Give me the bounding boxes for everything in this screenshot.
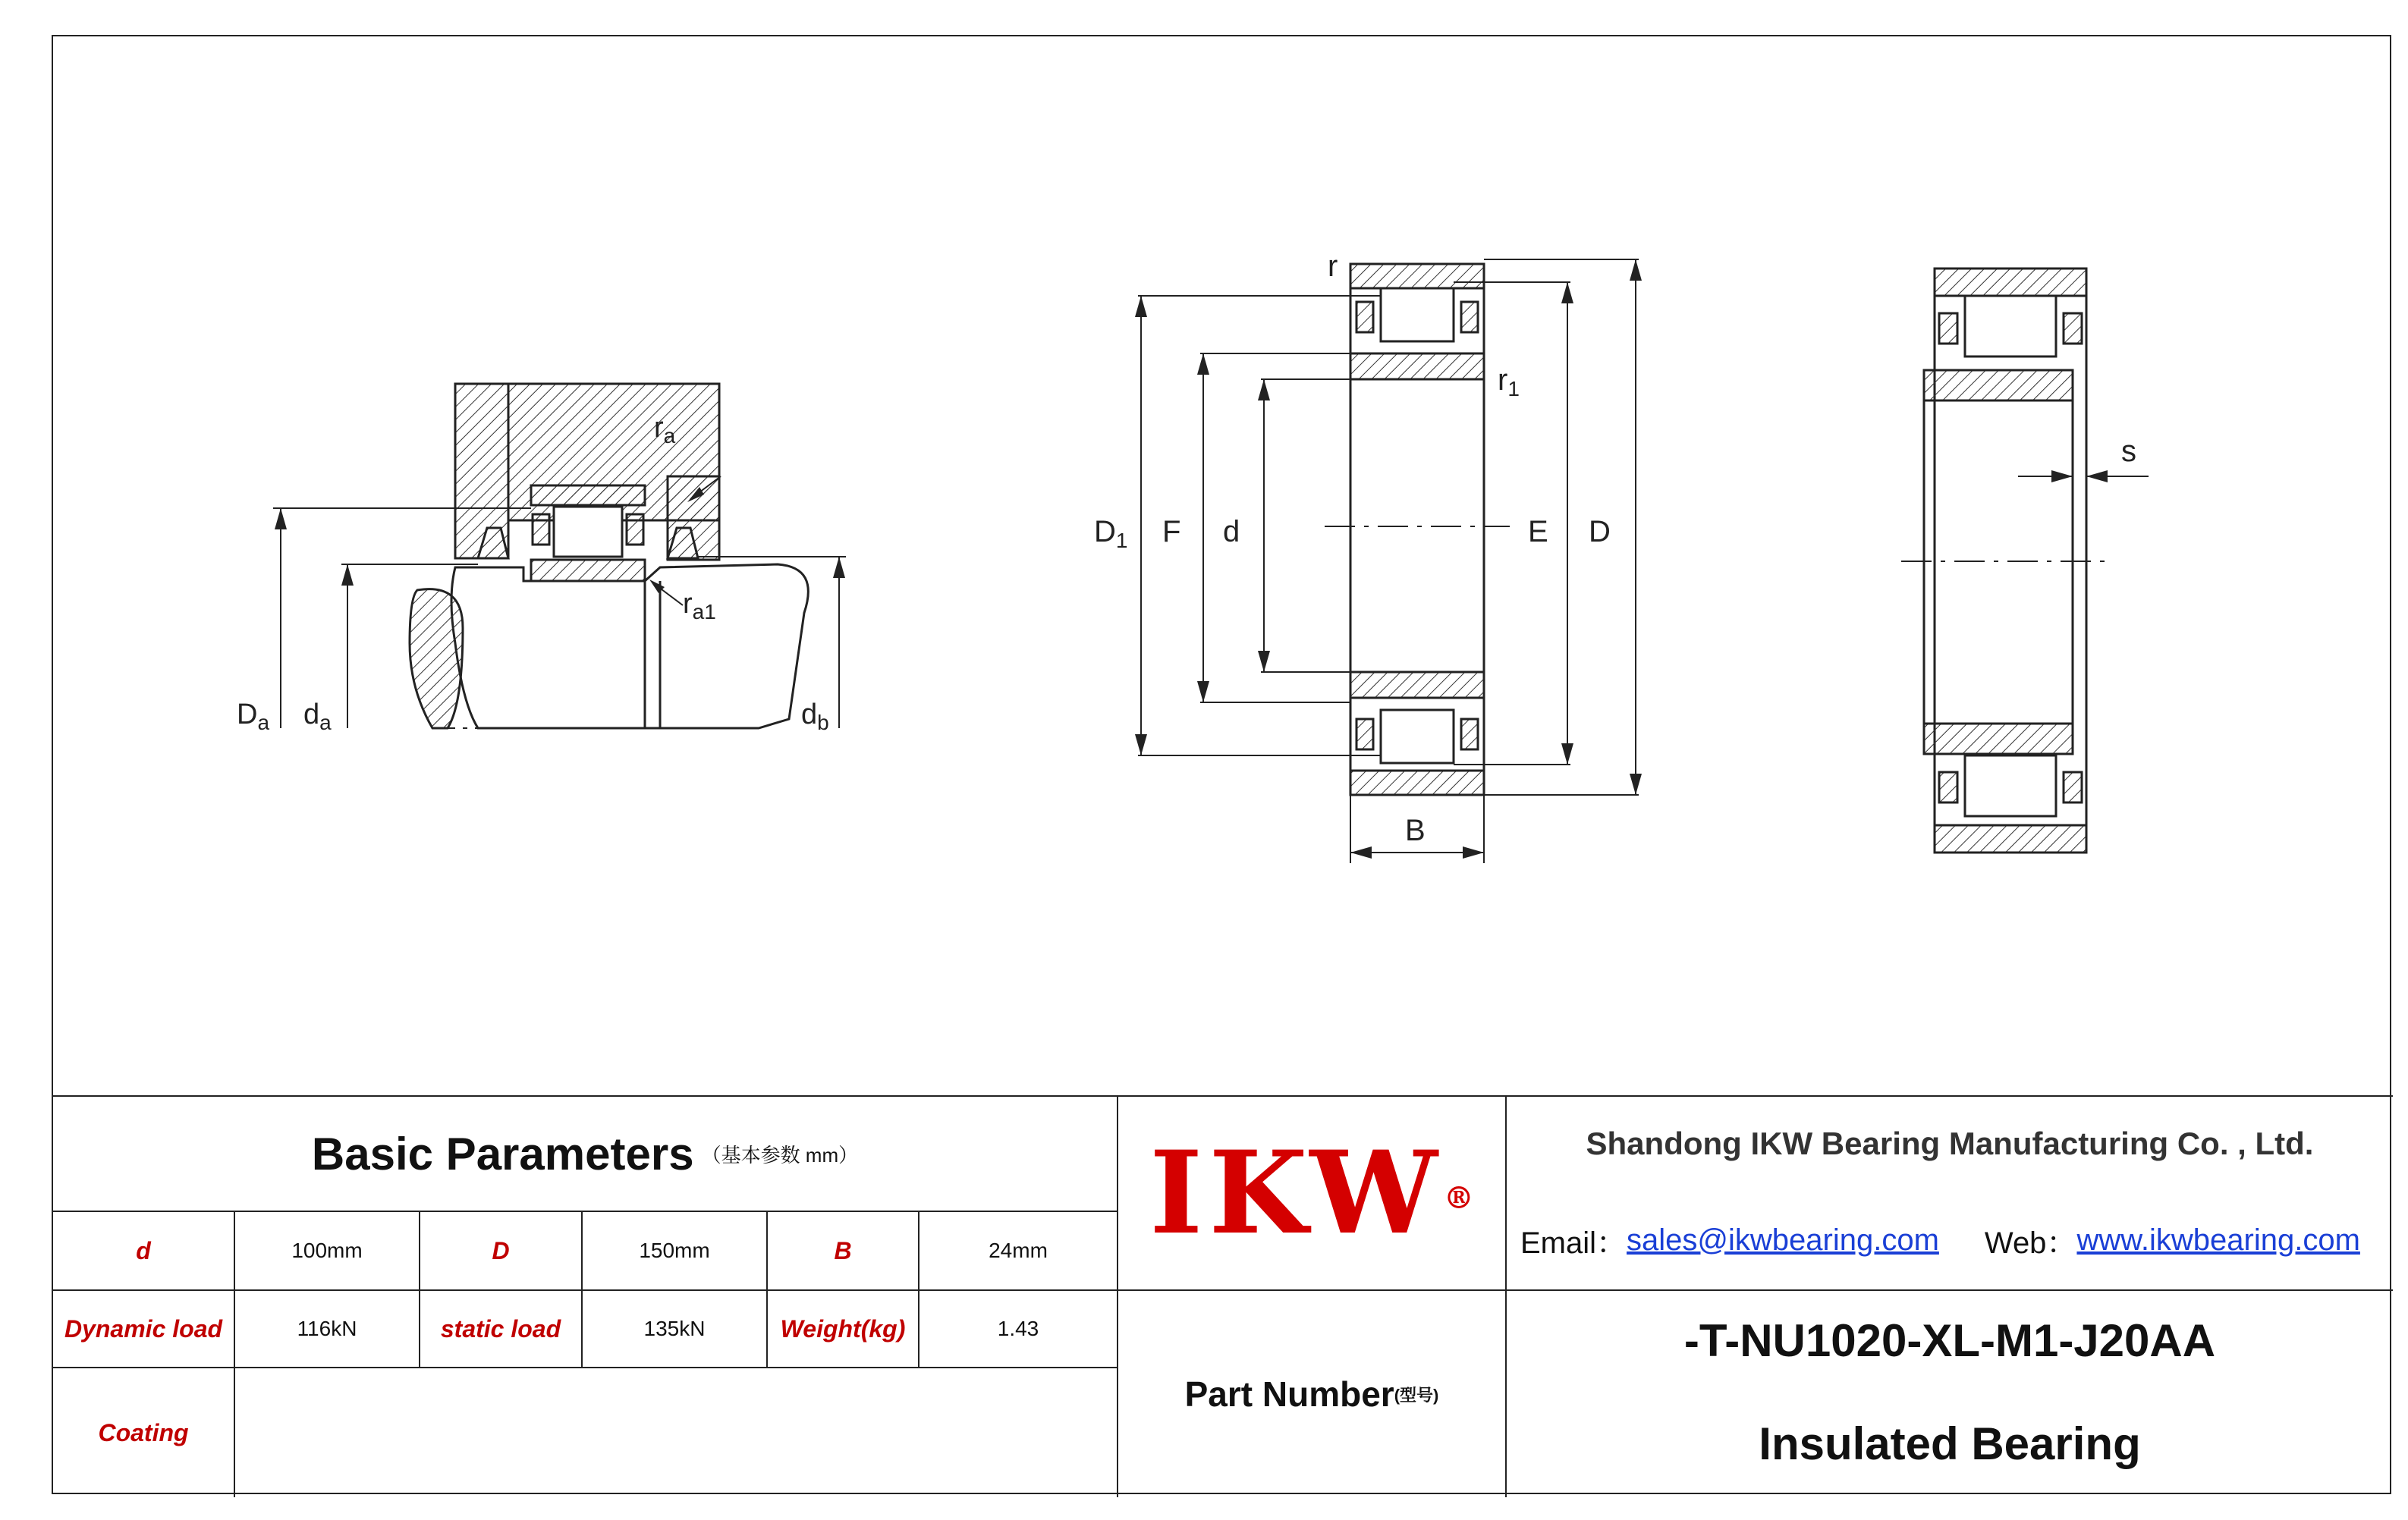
param-D-label: D (492, 1236, 510, 1264)
mounting-diagram (273, 384, 846, 728)
bearing-side-view (1901, 269, 2149, 853)
web-label: Web： (1984, 1226, 2077, 1260)
label-r: r (1328, 250, 1338, 283)
param-B-label: B (834, 1236, 852, 1264)
parameter-table (53, 1095, 2393, 1496)
label-da: $d_a$ (303, 699, 332, 734)
email-label: Email： (1520, 1226, 1627, 1260)
part-number-label: Part Number (型号) (1184, 1374, 1439, 1414)
company-name: Shandong IKW Bearing Manufacturing Co. , Ltd. (1586, 1126, 2314, 1161)
static-load-label: static load (440, 1314, 561, 1343)
weight-label: Weight(kg) (780, 1314, 906, 1343)
weight-value: 1.43 (997, 1317, 1039, 1340)
label-D1: $D_1$ (1094, 515, 1128, 552)
label-ra1: $r_{a1}$ (683, 588, 716, 623)
label-s: s (2121, 435, 2136, 468)
label-D: D (1589, 515, 1611, 548)
web-link[interactable]: www.ikwbearing.com (2076, 1223, 2360, 1257)
bearing-section (1135, 259, 1642, 863)
label-db: $d_b$ (801, 699, 829, 734)
label-F: F (1162, 515, 1181, 548)
technical-drawing (53, 36, 2393, 1095)
param-d-label: d (136, 1236, 151, 1264)
part-description: Insulated Bearing (1759, 1418, 2141, 1469)
drawing-sheet (52, 35, 2391, 1494)
label-B: B (1405, 814, 1426, 847)
label-E: E (1528, 515, 1548, 548)
param-d-value: 100mm (291, 1239, 363, 1262)
contact-row (1507, 1191, 2393, 1289)
coating-label: Coating (98, 1418, 189, 1446)
coating-value (235, 1368, 1117, 1497)
part-number-value: -T-NU1020-XL-M1-J20AA (1683, 1314, 2216, 1366)
static-load-value: 135kN (643, 1317, 706, 1340)
label-ra: $r_a$ (654, 412, 676, 448)
ikw-logo: IKW ® (1149, 1126, 1474, 1260)
label-d: d (1223, 515, 1240, 548)
dynamic-load-value: 116kN (297, 1317, 357, 1340)
dynamic-load-label: Dynamic load (64, 1314, 223, 1343)
email-link[interactable]: sales@ikwbearing.com (1627, 1223, 1939, 1257)
param-B-value: 24mm (989, 1239, 1048, 1262)
param-D-value: 150mm (639, 1239, 710, 1262)
basic-parameters-title: Basic Parameters （基本参数 mm） (311, 1128, 859, 1179)
label-Da: $D_a$ (237, 699, 270, 734)
label-r1: $r_1$ (1498, 363, 1520, 400)
